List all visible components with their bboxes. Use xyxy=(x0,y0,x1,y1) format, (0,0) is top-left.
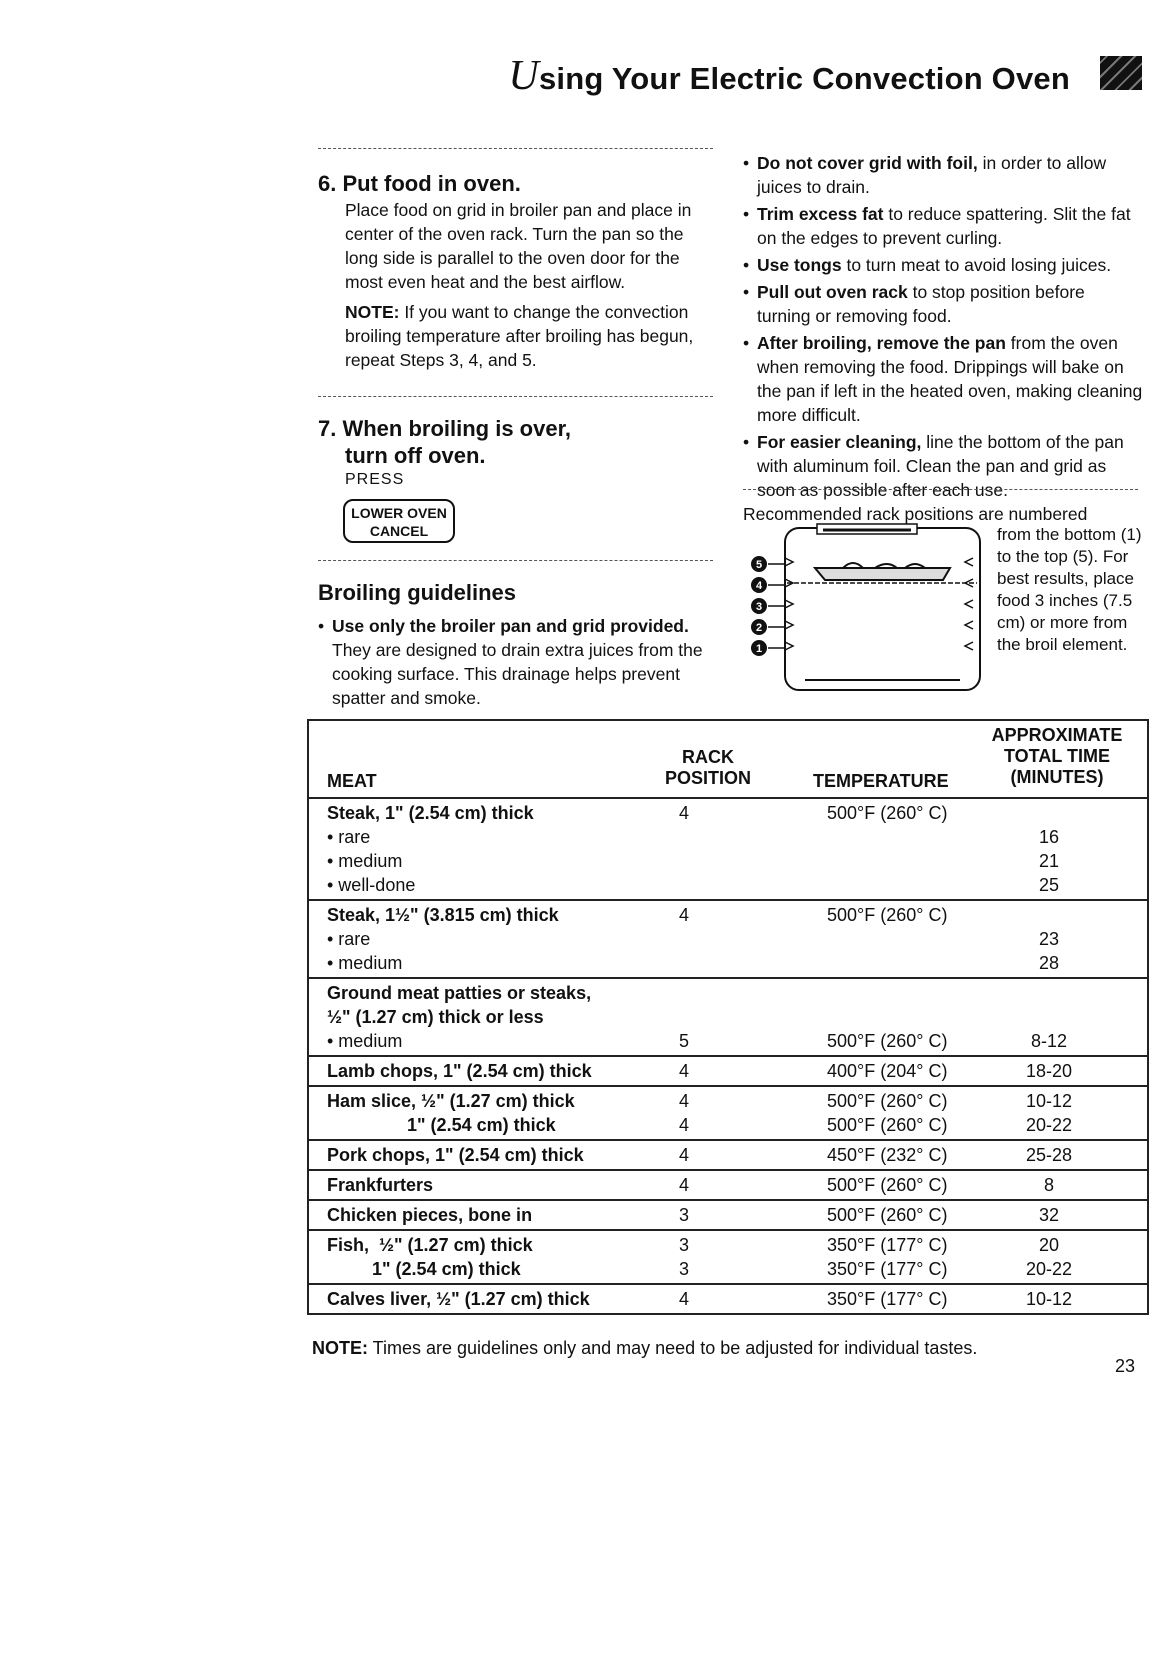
rack-support xyxy=(965,621,973,629)
table-row-group xyxy=(309,799,1147,901)
time-header-line3: (MINUTES) xyxy=(1010,767,1104,787)
rack-cell: 3 xyxy=(679,1205,690,1225)
col-rack-header xyxy=(651,747,765,789)
col-temp-header: TEMPERATURE xyxy=(813,771,949,791)
temperature-cell: 450°F (232° C) xyxy=(827,1145,948,1165)
list-item xyxy=(743,202,1143,250)
table-row-group xyxy=(309,1087,1147,1141)
bullet-text: to turn meat to avoid losing juices. xyxy=(841,255,1112,275)
rack-number-label: 4 xyxy=(755,580,763,592)
time-header-line1: APPROXIMATE xyxy=(991,725,1123,745)
meat-cell: Ground meat patties or steaks, xyxy=(327,983,592,1003)
temperature-cell: 350°F (177° C) xyxy=(827,1235,948,1255)
table-row-group xyxy=(309,1141,1147,1171)
meat-cell: Steak, 1" (2.54 cm) thick xyxy=(327,803,534,823)
footer-note xyxy=(312,1338,977,1359)
time-cell: 23 xyxy=(1038,929,1060,949)
divider xyxy=(318,148,713,149)
meat-cell: Calves liver, ½" (1.27 cm) thick xyxy=(327,1289,590,1309)
oven-cavity-outline xyxy=(785,528,980,690)
meat-cell: Steak, 1½" (3.815 cm) thick xyxy=(327,905,559,925)
tips-section xyxy=(743,151,1143,505)
time-cell: 18-20 xyxy=(1025,1061,1073,1081)
rack-cell: 4 xyxy=(679,1289,690,1309)
rack-header-line2: POSITION xyxy=(664,768,751,788)
time-cell: 10-12 xyxy=(1025,1091,1073,1111)
step-6-title: 6. Put food in oven. xyxy=(318,171,521,196)
bullet-text: to stop position before turning or removing food. xyxy=(757,282,1085,326)
list-item xyxy=(318,614,710,710)
table-row-group xyxy=(309,979,1147,1057)
time-cell: 20-22 xyxy=(1025,1115,1073,1135)
list-item xyxy=(743,151,1143,199)
rack-number-label: 5 xyxy=(755,559,763,571)
divider xyxy=(318,560,713,561)
time-cell: 25-28 xyxy=(1025,1145,1073,1165)
table-header xyxy=(309,721,1147,799)
table-row xyxy=(309,927,1147,951)
broiling-guidelines xyxy=(318,580,718,712)
step-7-title-line2: turn off oven. xyxy=(345,443,486,468)
table-row-group xyxy=(309,1171,1147,1201)
time-cell: 20 xyxy=(1038,1235,1060,1255)
rack-number-label: 2 xyxy=(755,622,763,634)
header-title: sing Your Electric Convection Oven xyxy=(538,61,1070,96)
rack-cell: 3 xyxy=(679,1235,690,1255)
table-row xyxy=(309,849,1147,873)
meat-cell: • medium xyxy=(327,953,403,973)
time-cell: 8 xyxy=(1043,1175,1054,1195)
meat-cell: • well-done xyxy=(327,875,416,895)
bullet-bold: After broiling, remove the pan xyxy=(757,333,1006,353)
rack-positions-diagram xyxy=(745,522,985,696)
page-number: 23 xyxy=(1115,1356,1136,1376)
meat-cell: ½" (1.27 cm) thick or less xyxy=(327,1007,544,1027)
rack-support xyxy=(785,621,793,629)
table-row xyxy=(309,1257,1147,1281)
guidelines-title: Broiling guidelines xyxy=(318,580,517,605)
time-cell: 20-22 xyxy=(1025,1259,1073,1279)
footer-note-label: NOTE: xyxy=(312,1338,368,1358)
divider xyxy=(318,396,713,397)
rack-cell: 4 xyxy=(679,1061,690,1081)
temperature-cell: 500°F (260° C) xyxy=(827,1091,948,1111)
bullet-text: They are designed to drain extra juices from the cooking surface. This drainage helps prevent spatter and smoke. xyxy=(332,640,703,708)
bullet-bold: Trim excess fat xyxy=(757,204,884,224)
time-header-line2: TOTAL TIME xyxy=(1004,746,1110,766)
guidelines-list xyxy=(318,614,710,710)
table-row xyxy=(309,1059,1147,1083)
list-item xyxy=(743,280,1143,328)
list-item xyxy=(743,253,1143,277)
table-row xyxy=(309,1113,1147,1137)
time-cell: 16 xyxy=(1038,827,1060,847)
key-label-line1: LOWER OVEN xyxy=(351,505,447,521)
time-cell: 25 xyxy=(1038,875,1060,895)
meat-cell: Ham slice, ½" (1.27 cm) thick xyxy=(327,1091,575,1111)
decorative-tab-icon xyxy=(1100,56,1142,90)
rack-support xyxy=(785,600,793,608)
table-row xyxy=(309,1089,1147,1113)
meat-cell: • rare xyxy=(327,929,371,949)
table-row xyxy=(309,903,1147,927)
step-7-title-line1: 7. When broiling is over, xyxy=(318,416,572,441)
meat-cell: Fish, ½" (1.27 cm) thick xyxy=(327,1235,533,1255)
rack-cell: 4 xyxy=(679,1091,690,1111)
list-item xyxy=(743,430,1143,502)
temperature-cell: 500°F (260° C) xyxy=(827,905,948,925)
rack-cell: 3 xyxy=(679,1259,690,1279)
step-6 xyxy=(318,170,718,372)
rack-support xyxy=(965,642,973,650)
step-6-note-label: NOTE: xyxy=(345,302,400,322)
time-cell: 28 xyxy=(1038,953,1060,973)
rack-cell: 4 xyxy=(679,803,690,823)
table-body xyxy=(309,799,1147,1313)
meat-cell: • medium xyxy=(327,851,403,871)
table-row xyxy=(309,1233,1147,1257)
bullet-bold: Use only the broiler pan and grid provided. xyxy=(332,616,689,636)
temperature-cell: 500°F (260° C) xyxy=(827,1031,948,1051)
key-label-line2: CANCEL xyxy=(369,523,429,539)
header-dropcap: U xyxy=(508,53,539,99)
bullet-text: in order to allow juices to drain. xyxy=(757,153,1107,197)
broiler-pan-icon xyxy=(815,568,950,580)
bullet-text: to reduce spattering. Slit the fat on the edges to prevent curling. xyxy=(757,204,1131,248)
meat-cell: Pork chops, 1" (2.54 cm) thick xyxy=(327,1145,584,1165)
step-7 xyxy=(318,415,718,543)
broiling-table xyxy=(307,719,1149,1315)
step-6-note xyxy=(345,300,720,372)
bullet-text: line the bottom of the pan with aluminum foil. Clean the pan and grid as soon as possible after each use. xyxy=(757,432,1124,500)
time-cell: 10-12 xyxy=(1025,1289,1073,1309)
temperature-cell: 400°F (204° C) xyxy=(827,1061,948,1081)
temperature-cell: 350°F (177° C) xyxy=(827,1289,948,1309)
meat-cell: • rare xyxy=(327,827,371,847)
bullet-bold: Do not cover grid with foil, xyxy=(757,153,978,173)
time-cell: 21 xyxy=(1038,851,1060,871)
table-row xyxy=(309,1173,1147,1197)
meat-cell: Lamb chops, 1" (2.54 cm) thick xyxy=(327,1061,592,1081)
list-item xyxy=(743,331,1143,427)
bullet-bold: For easier cleaning, xyxy=(757,432,922,452)
bullet-text: from the oven when removing the food. Drippings will bake on the pan if left in the heated oven, making cleaning more difficult. xyxy=(757,333,1143,425)
rack-number-label: 3 xyxy=(755,601,763,613)
meat-cell: Frankfurters xyxy=(327,1175,434,1195)
table-row-group xyxy=(309,901,1147,979)
meat-cell: • medium xyxy=(327,1031,403,1051)
rack-support xyxy=(785,558,793,566)
table-row xyxy=(309,1203,1147,1227)
divider xyxy=(743,489,1138,490)
tips-list xyxy=(743,151,1143,502)
table-row-group xyxy=(309,1057,1147,1087)
col-time-header xyxy=(981,725,1133,788)
footer-note-text: Times are guidelines only and may need to be adjusted for individual tastes. xyxy=(368,1338,978,1358)
table-row-group xyxy=(309,1201,1147,1231)
rack-support xyxy=(785,642,793,650)
meat-cell: 1" (2.54 cm) thick xyxy=(327,1259,521,1279)
table-row xyxy=(309,951,1147,975)
rack-cell: 4 xyxy=(679,905,690,925)
bullet-bold: Pull out oven rack xyxy=(757,282,908,302)
table-row xyxy=(309,873,1147,897)
rack-intro: Recommended rack positions are numbered xyxy=(743,504,1088,524)
rack-support xyxy=(965,600,973,608)
rack-number-label: 1 xyxy=(755,643,763,655)
table-row xyxy=(309,801,1147,825)
temperature-cell: 500°F (260° C) xyxy=(827,803,948,823)
temperature-cell: 500°F (260° C) xyxy=(827,1115,948,1135)
temperature-cell: 500°F (260° C) xyxy=(827,1205,948,1225)
table-row xyxy=(309,981,1147,1005)
step-6-body: Place food on grid in broiler pan and place in center of the oven rack. Turn the pan so the long side is parallel to the oven door for the most even heat and the best airflow. xyxy=(345,200,692,292)
temperature-cell: 500°F (260° C) xyxy=(827,1175,948,1195)
rack-header-line1: RACK xyxy=(682,747,734,767)
rack-cell: 4 xyxy=(679,1175,690,1195)
meat-cell: Chicken pieces, bone in xyxy=(327,1205,533,1225)
table-row xyxy=(309,1143,1147,1167)
press-label: PRESS xyxy=(345,471,405,488)
lower-oven-cancel-button[interactable] xyxy=(343,499,455,543)
rack-cell: 4 xyxy=(679,1145,690,1165)
table-row-group xyxy=(309,1285,1147,1313)
page-header xyxy=(0,52,1070,100)
temperature-cell: 350°F (177° C) xyxy=(827,1259,948,1279)
time-cell: 8-12 xyxy=(1030,1031,1068,1051)
meat-cell: 1" (2.54 cm) thick xyxy=(327,1115,556,1135)
rack-cell: 5 xyxy=(679,1031,690,1051)
table-row xyxy=(309,825,1147,849)
table-row xyxy=(309,1029,1147,1053)
bullet-bold: Use tongs xyxy=(757,255,842,275)
table-row xyxy=(309,1005,1147,1029)
table-row xyxy=(309,1287,1147,1311)
rack-cell: 4 xyxy=(679,1115,690,1135)
step-6-note-text: If you want to change the convection broiling temperature after broiling has begun, repeat Steps 3, 4, and 5. xyxy=(345,302,694,370)
table-row-group xyxy=(309,1231,1147,1285)
col-meat-header: MEAT xyxy=(327,771,377,791)
time-cell: 32 xyxy=(1038,1205,1060,1225)
rack-support xyxy=(965,558,973,566)
rack-note: from the bottom (1) to the top (5). For best results, place food 3 inches (7.5 cm) or more from the broil element. xyxy=(997,525,1142,654)
